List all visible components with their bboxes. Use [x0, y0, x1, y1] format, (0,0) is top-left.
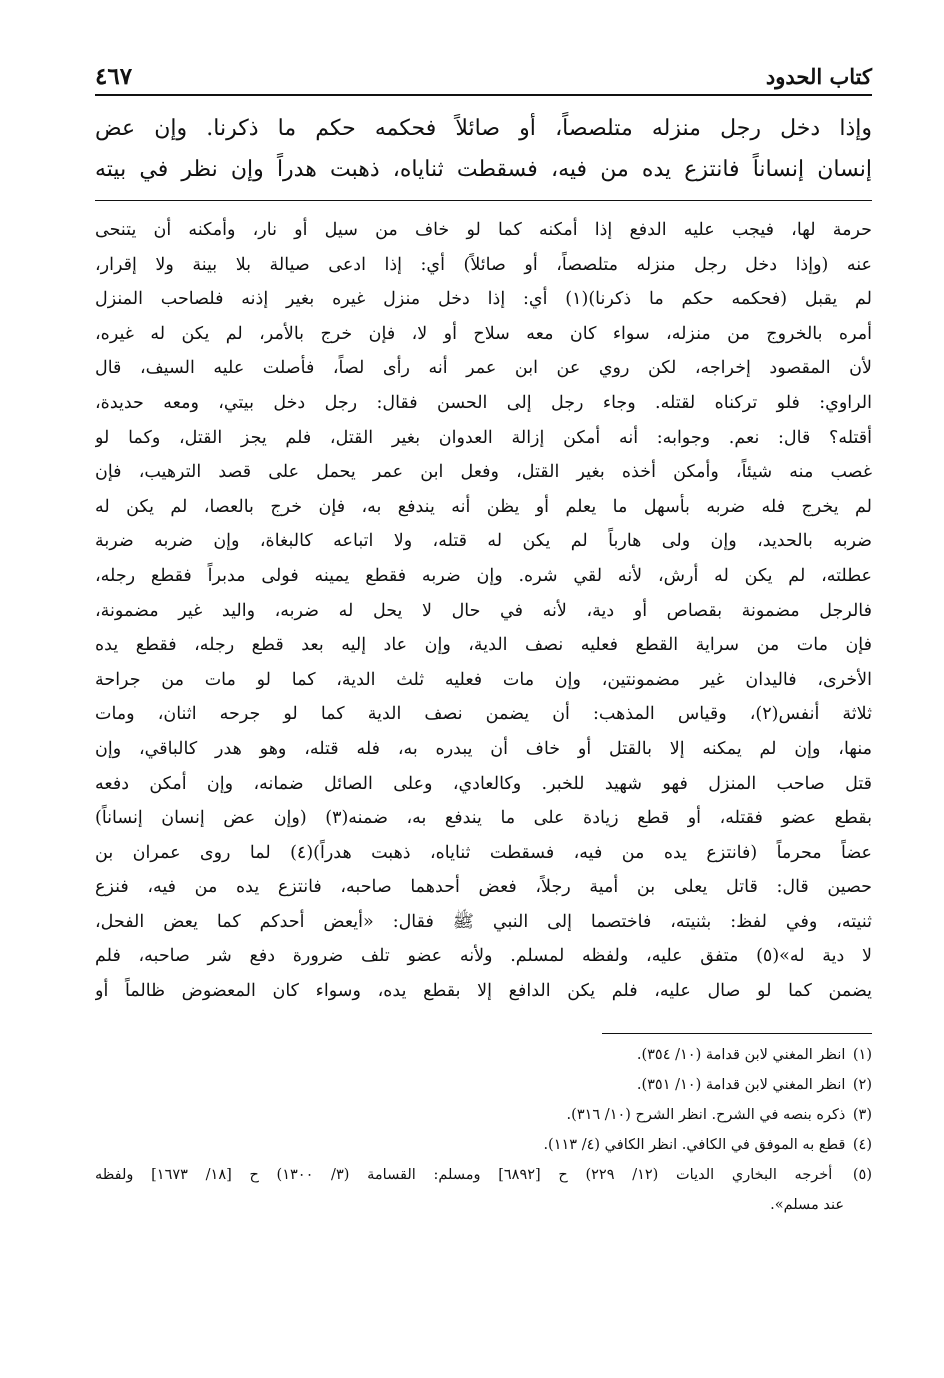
sharh-line: بقطع عضو فقتله، أو قطع زيادة على ما يندفع به، ضمنه(٣) (وإن عض إنسان إنساناً): [95, 808, 872, 829]
footnote-item: [95, 1160, 872, 1190]
footnote-continuation: عند مسلم».: [770, 1196, 844, 1213]
book-page: [95, 58, 872, 1348]
footnote-text: انظر المغني لابن قدامة (١٠/ ٣٥١).: [636, 1076, 846, 1093]
footnote-item: [95, 1070, 872, 1100]
footnote-text: انظر المغني لابن قدامة (١٠/ ٣٥٤).: [636, 1046, 846, 1063]
footnote-divider: [602, 1033, 872, 1034]
footnote-number: (٤): [852, 1136, 872, 1153]
footnote-number: (١): [852, 1046, 872, 1063]
sharh-line: غصب منه شيئاً، وأمكن أخذه بغير القتل، وفعل ابن عمر يحمل على قصد الترهيب، فإن: [95, 462, 872, 483]
footnote-item: [95, 1130, 872, 1160]
sharh-line: عطلته، لم يكن له أرش، لأنه لقي شره. وإن ضربه فقطع يمينه فولى مدبراً فقطع رجله،: [95, 565, 872, 586]
sharh-line: الأخرى، فاليدان غير مضمونتين، وإن مات فعليه ثلث الدية، كما لو مات من جراحة: [95, 669, 872, 690]
sharh-line: الراوي: فلو تركناه لقتله. وجاء رجل إلى الحسن فقال: رجل دخل بيتي، ومعه حديدة،: [95, 392, 872, 413]
sharh-line: يضمن كما لو صال عليه، فلم يكن الدافع إلا بقطع يده، وسواء كان المعضوض ظالماً أو: [95, 981, 872, 1002]
sharh-line: لأن المقصود إخراجه، لكن روي عن ابن عمر أنه رأى لصاً، فأصلت عليه السيف، قال: [95, 358, 872, 379]
sharh-text: [95, 213, 872, 1009]
sharh-line: عضاً محرماً (فانتزع يده من فيه، فسقطت ثناياه، ذهبت هدراً)(٤) لما روى عمران بن: [95, 842, 872, 863]
sharh-line: فالرجل مضمونة بقصاص أو دية، لأنه في حال لا يحل له ضربه، واليد غير مضمونة،: [95, 600, 872, 621]
footnote-number: (٣): [852, 1106, 872, 1123]
matn-line: إنسان إنساناً فانتزع يده من فيه، فسقطت ثناياه، ذهبت هدراً وإن نظر في بيته: [95, 157, 872, 182]
sharh-line: عنه (وإذا دخل رجل منزله متلصصاً، أو صائلاً) أي: إذا ادعى صيالة بلا بينة ولا إقرار،: [95, 254, 872, 275]
book-title: كتاب الحدود: [765, 64, 872, 89]
footnote-number: (٥): [852, 1166, 872, 1183]
sharh-line: فإن مات من سراية القطع فعليه نصف الدية، وإن عاد إليه بعد قطع رجله، فقطع يده: [95, 635, 872, 656]
sharh-line: أقتله؟ قال: نعم. وجوابه: أنه أمكن إزالة العدوان بغير القتل، فلم يجز القتل، وكما لو: [95, 427, 872, 448]
footnote-text: أخرجه البخاري الديات (١٢/ ٢٢٩) ح [٦٨٩٢] ومسلم: القسامة (٣/ ١٣٠٠) ح [١٨/ ١٦٧٣] ولفظه: [95, 1166, 833, 1183]
sharh-line: منها، وإن لم يمكنه إلا بالقتل أو خاف أن يبدره به، فله قتله، وهو هدر كالباقي، وإن: [95, 738, 872, 759]
footnote-item: [95, 1100, 872, 1130]
matn-line: وإذا دخل رجل منزله متلصصاً، أو صائلاً فحكمه حكم ما ذكرنا. وإن عض: [95, 116, 872, 141]
page-header: [95, 58, 872, 96]
matn-text: [95, 108, 872, 190]
sharh-line: لم يقبل (فحكمه حكم ما ذكرنا)(١) أي: إذا دخل منزل غيره بغير إذنه فلصاحب المنزل: [95, 289, 872, 310]
sharh-line: حصين قال: قاتل يعلى بن أمية رجلاً، فعض أحدهما صاحبه، فانتزع يده من فيه، فنزع: [95, 877, 872, 898]
sharh-line: لم يخرج فله ضربه بأسهل ما يعلم أو يظن أنه يندفع به، فإن خرج بالعصا، لم يكن له: [95, 496, 872, 517]
footnote-text: ذكره بنصه في الشرح. انظر الشرح (١٠/ ٣١٦).: [566, 1106, 846, 1123]
matn-divider: [95, 200, 872, 201]
sharh-line: أمره بالخروج من منزله، سواء كان معه سلاح أو لا، فإن خرج بالأمر، لم يكن له غيره،: [95, 323, 872, 344]
sharh-line: ضربه بالحديد، وإن ولى هارباً لم يكن له قتله، ولا اتباعه كالبغاة، وإن ضربه ضربة: [95, 531, 872, 552]
sharh-line: قتل صاحب المنزل فهو شهيد للخبر. وكالعادي، وعلى الصائل ضمانه، وإن أمكن دفعه: [95, 773, 872, 794]
footnotes: [95, 1040, 872, 1220]
footnote-item: [95, 1040, 872, 1070]
sharh-line: لا دية له»(٥) متفق عليه، ولفظه لمسلم. ولأنه عضو تلف ضرورة دفع شر صاحبه، فلم: [95, 946, 872, 967]
sharh-line: ثنيته، وفي لفظ: بثنيته، فاختصما إلى النبي ﷺ فقال: «أيعض أحدكم كما يعض الفحل،: [95, 911, 872, 932]
page-number: ٤٦٧: [95, 63, 133, 90]
footnote-number: (٢): [852, 1076, 872, 1093]
sharh-line: ثلاثة أنفس(٢)، وقياس المذهب: أن يضمن نصف الدية كما لو جرحه اثنان، ومات: [95, 704, 872, 725]
sharh-line: حرمة لها، فيجب عليه الدفع إذا أمكنه كما لو خاف من سيل أو نار، وأمكنه أن يتنحى: [95, 220, 872, 240]
footnote-text: قطع به الموفق في الكافي. انظر الكافي (٤/ ١١٣).: [543, 1136, 846, 1153]
